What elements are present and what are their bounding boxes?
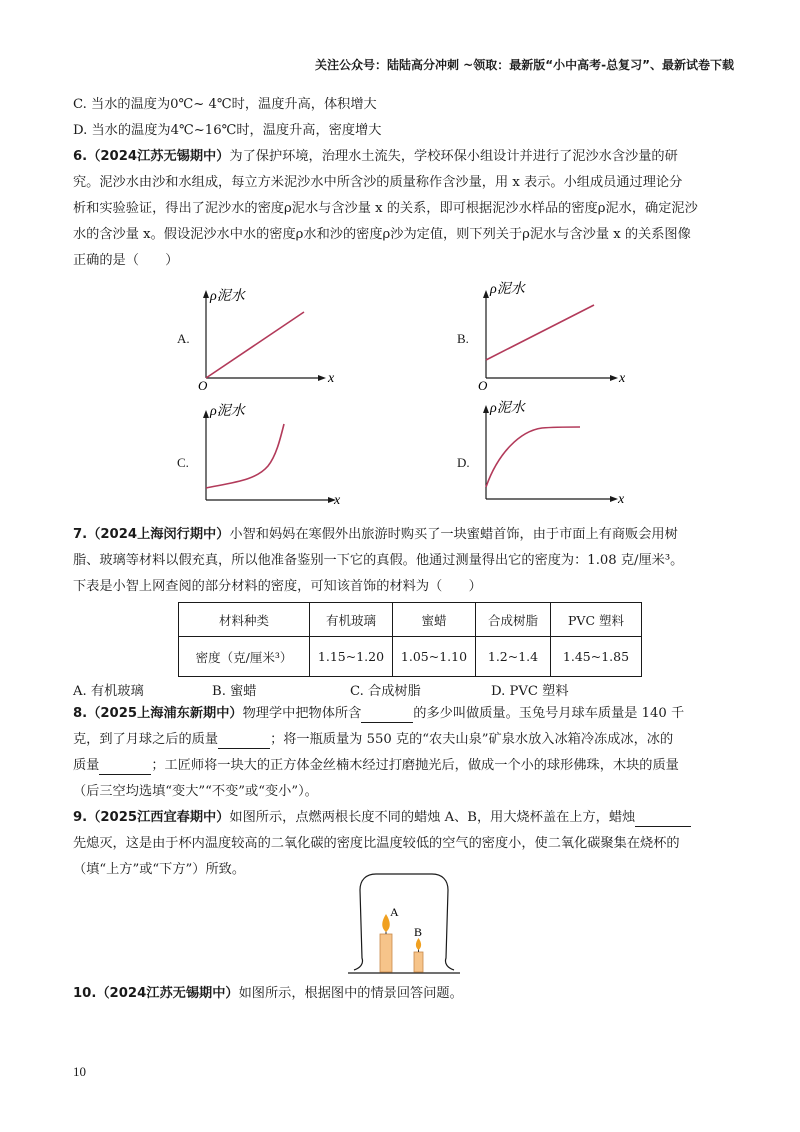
q8-text: ；将一瓶质量为 550 克的“农夫山泉”矿泉水放入冰箱冷冻成冰，冰的 [270, 732, 674, 747]
x-axis-label: x [619, 371, 626, 386]
x-axis-label: x [618, 492, 625, 507]
y-axis-arrow [203, 290, 209, 298]
q6-source: （2024江苏无锡期中） [87, 149, 230, 164]
q9-text: 如图所示，点燃两根长度不同的蜡烛 A、B，用大烧杯盖在上方，蜡烛 [229, 810, 636, 825]
candle-a-label: A [390, 905, 399, 919]
q8-blank-3[interactable] [99, 761, 151, 775]
q9-source: （2025江西宜春期中） [87, 810, 230, 825]
y-axis-label: ρ泥水 [210, 289, 245, 304]
q6-text: 为了保护环境，治理水土流失，学校环保小组设计并进行了泥沙水含沙量的研 [229, 149, 678, 164]
graph-c [196, 400, 346, 515]
table-header-cell: 材料种类 [179, 603, 310, 637]
q9-line-2: 先熄灭，这是由于杯内温度较高的二氧化碳的密度比温度较低的空气的密度小，使二氧化碳聚集在烧杯的 [73, 836, 680, 851]
table-cell: 1.15~1.20 [310, 637, 393, 677]
q9-blank-1[interactable] [635, 813, 691, 827]
x-axis-label: x [334, 493, 341, 508]
q6-line-2: 究。泥沙水由沙和水组成，每立方米泥沙水中所含沙的质量称作含沙量，用 x 表示。小组成员通过理论分 [73, 175, 683, 190]
page-header: 关注公众号：陆陆高分冲刺 ~领取：最新版“小中高考-总复习”、最新试卷下载 [315, 58, 734, 72]
q8-text: 克，到了月球之后的质量 [73, 732, 219, 747]
q7-number: 7. [73, 527, 88, 542]
x-axis-arrow [610, 496, 618, 502]
graph-b [476, 280, 626, 393]
q6-number: 6. [73, 149, 88, 164]
candle-diagram [340, 870, 470, 978]
graph-c-letter: C. [177, 455, 189, 470]
origin-label: O [478, 378, 488, 393]
candle-b-body [414, 952, 423, 972]
q8-line-1 [73, 705, 743, 723]
beaker-outline [354, 874, 454, 970]
q10-line-1 [73, 985, 743, 1003]
table-header-cell: PVC 塑料 [551, 603, 642, 637]
y-axis-label: ρ泥水 [490, 282, 525, 297]
candle-b-label: B [414, 925, 423, 939]
q8-text: 质量 [73, 758, 100, 773]
graph-a-letter: A. [177, 331, 190, 346]
q10-text: 如图所示，根据图中的情景回答问题。 [238, 986, 463, 1001]
q10-source: （2024江苏无锡期中） [96, 986, 239, 1001]
q8-blank-2[interactable] [218, 735, 270, 749]
y-axis-arrow [483, 290, 489, 298]
graph-b-letter: B. [457, 331, 469, 346]
table-cell: 1.2~1.4 [476, 637, 551, 677]
q7-option-b: B. 蜜蜡 [212, 684, 257, 699]
table-cell: 1.05~1.10 [393, 637, 476, 677]
q8-text: ；工匠师将一块大的正方体金丝楠木经过打磨抛光后，做成一个小的球形佛珠，木块的质量 [151, 758, 679, 773]
q9-line-1 [73, 809, 743, 827]
q8-line-3 [73, 757, 743, 775]
q10-number: 10. [73, 986, 97, 1001]
q6-line-3: 析和实验验证，得出了泥沙水的密度ρ泥水与含沙量 x 的关系，即可根据泥沙水样品的密度ρ泥水，确定泥沙 [73, 201, 698, 216]
q6-line-4: 水的含沙量 x。假设泥沙水中水的密度ρ水和沙的密度ρ沙为定值，则下列关于ρ泥水与含沙量 x 的关系图像 [73, 227, 691, 242]
q7-text: 小智和妈妈在寒假外出旅游时购买了一块蜜蜡首饰，由于市面上有商贩会用树 [229, 527, 678, 542]
y-axis-arrow [203, 410, 209, 418]
q7-option-d: D. PVC 塑料 [491, 684, 569, 699]
table-header-cell: 合成树脂 [476, 603, 551, 637]
q8-line-2 [73, 731, 743, 749]
x-axis-arrow [318, 375, 326, 381]
table-header-cell: 蜜蜡 [393, 603, 476, 637]
density-table [178, 602, 642, 677]
candle-b-flame-icon [416, 938, 421, 950]
table-cell: 密度（克/厘米³） [179, 637, 310, 677]
table-header-row [179, 603, 642, 637]
y-axis-label: ρ泥水 [490, 401, 525, 416]
graph-a [196, 280, 346, 393]
x-axis-label: x [328, 371, 335, 386]
y-axis-label: ρ泥水 [210, 404, 245, 419]
q8-text: 物理学中把物体所含 [242, 706, 362, 721]
origin-label: O [198, 378, 208, 393]
q8-text: 的多少叫做质量。玉兔号月球车质量是 140 千 [413, 706, 685, 721]
table-cell: 1.45~1.85 [551, 637, 642, 677]
graph-d-curve [486, 427, 580, 487]
candle-a-flame-icon [382, 914, 390, 932]
q7-option-a: A. 有机玻璃 [73, 684, 144, 699]
graph-a-curve [206, 312, 304, 378]
page-number: 10 [73, 1064, 86, 1079]
q7-line-1 [73, 526, 743, 544]
table-row [179, 637, 642, 677]
graph-c-curve [206, 424, 284, 488]
table-header-cell: 有机玻璃 [310, 603, 393, 637]
candle-a-body [380, 934, 392, 972]
q7-line-2: 脂、玻璃等材料以假充真，所以他准备鉴别一下它的真假。他通过测量得出它的密度为：1.08 克/厘米³。 [73, 553, 684, 568]
graph-d-letter: D. [457, 455, 470, 470]
q8-line-4: （后三空均选填“变大”“不变”或“变小”）。 [73, 784, 318, 799]
option-c-text: C. 当水的温度为0℃~ 4℃时，温度升高，体积增大 [73, 97, 377, 112]
q6-line-1 [73, 148, 743, 166]
q8-blank-1[interactable] [361, 709, 413, 723]
q8-source: （2025上海浦东新期中） [87, 706, 243, 721]
q7-line-3: 下表是小智上网查阅的部分材料的密度，可知该首饰的材料为（ ） [73, 579, 482, 594]
q9-line-3: （填“上方”或“下方”）所致。 [73, 862, 246, 877]
y-axis-arrow [483, 405, 489, 413]
q6-line-5: 正确的是（ ） [73, 253, 179, 268]
q7-option-c: C. 合成树脂 [350, 684, 421, 699]
q8-number: 8. [73, 706, 88, 721]
x-axis-arrow [610, 375, 618, 381]
q9-number: 9. [73, 810, 88, 825]
q7-source: （2024上海闵行期中） [87, 527, 230, 542]
graph-d [476, 395, 626, 515]
graph-b-curve [486, 305, 594, 360]
option-d-text: D. 当水的温度为4℃~16℃时，温度升高，密度增大 [73, 123, 382, 138]
